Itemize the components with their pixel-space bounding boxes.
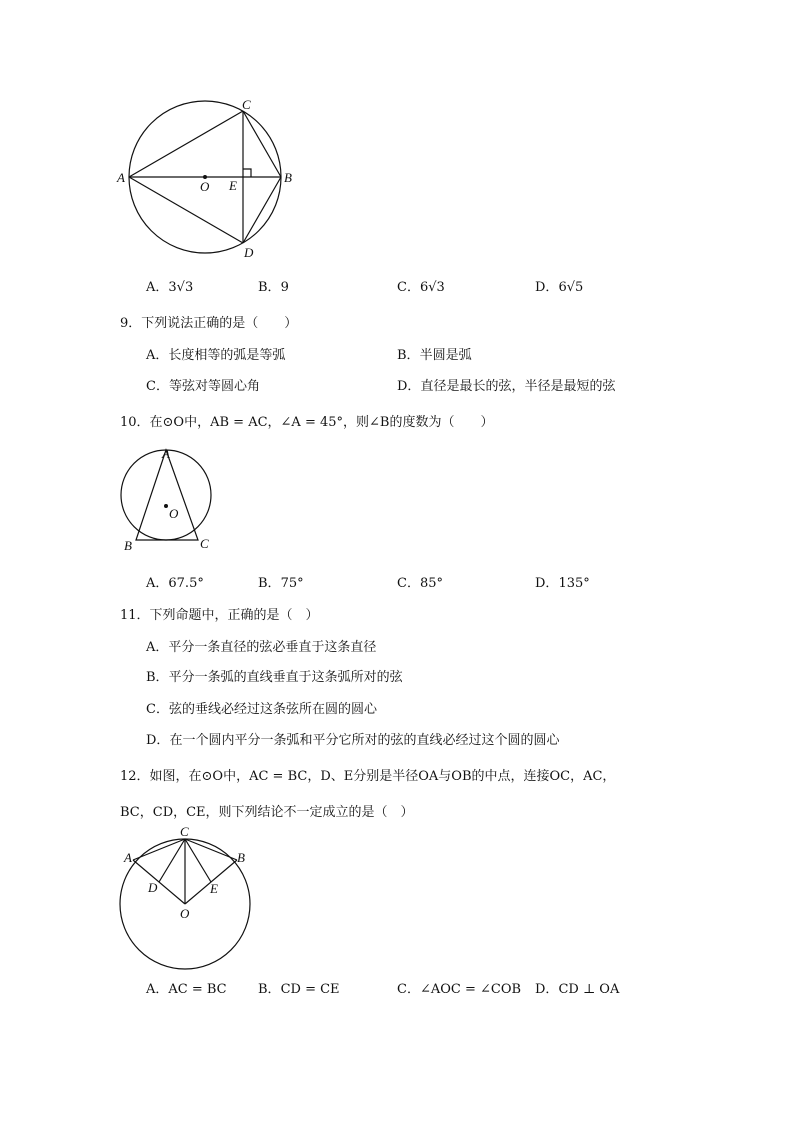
q8-label-a: A — [117, 170, 125, 185]
q10-label-o: O — [169, 506, 179, 521]
q8-label-d: D — [244, 245, 254, 260]
q8-right-angle-mark — [243, 169, 251, 177]
q12-segment-cd — [159, 839, 185, 882]
q12-segment-ce — [185, 839, 211, 882]
q12-option-c: C．∠AOC = ∠COB — [397, 982, 522, 997]
q9-stem: 9．下列说法正确的是（ ） — [120, 316, 298, 331]
q10-label-c: C — [200, 536, 209, 551]
q11-option-a: A．平分一条直径的弦必垂直于这条直径 — [146, 640, 377, 655]
q10-center-dot — [164, 504, 168, 508]
q10-label-b: B — [124, 538, 132, 553]
q11-option-c: C．弦的垂线必经过这条弦所在圆的圆心 — [146, 702, 377, 717]
q12-figure — [110, 824, 260, 974]
q11-stem: 11．下列命题中，正确的是（ ） — [120, 608, 319, 623]
q8-figure — [112, 95, 312, 265]
q9-option-a: A．长度相等的弧是等弧 — [146, 348, 286, 363]
q10-option-d: D．135° — [535, 576, 590, 591]
q12-label-e: E — [210, 881, 218, 896]
q8-label-e: E — [229, 178, 237, 193]
q10-stem: 10．在⊙O中，AB = AC，∠A = 45°，则∠B的度数为（ ） — [120, 415, 494, 430]
q12-label-c: C — [180, 824, 189, 839]
q8-label-b: B — [284, 170, 292, 185]
q11-option-d: D．在一个圆内平分一条弧和平分它所对的弦的直线必经过这个圆的圆心 — [146, 733, 560, 748]
q10-option-a: A．67.5° — [146, 576, 204, 591]
q12-stem-line1: 12．如图，在⊙O中，AC = BC，D、E分别是半径OA与OB的中点，连接OC，AC， — [120, 769, 616, 784]
q8-segment-ad — [129, 177, 243, 243]
q10-triangle-abc — [136, 450, 198, 540]
q12-label-d: D — [148, 880, 158, 895]
q9-option-d: D．直径是最长的弦，半径是最短的弦 — [397, 379, 616, 394]
q10-figure — [115, 444, 220, 556]
q10-circle — [121, 450, 211, 540]
q12-label-o: O — [180, 906, 190, 921]
q12-label-a: A — [124, 850, 132, 865]
q8-label-c: C — [242, 97, 251, 112]
q12-option-a: A．AC = BC — [146, 982, 227, 997]
q11-option-b: B．平分一条弧的直线垂直于这条弧所对的弦 — [146, 670, 403, 685]
q8-option-d: D．6√5 — [535, 280, 584, 295]
q10-option-c: C．85° — [397, 576, 443, 591]
q12-segment-bc — [185, 839, 237, 860]
q8-segment-cb — [243, 111, 281, 177]
q10-option-b: B．75° — [258, 576, 304, 591]
q12-label-b: B — [237, 850, 245, 865]
q12-option-d: D．CD ⊥ OA — [535, 982, 620, 997]
q8-label-o: O — [200, 179, 210, 194]
q9-option-c: C．等弦对等圆心角 — [146, 379, 260, 394]
q8-option-a: A．3√3 — [146, 280, 194, 295]
q10-label-a: A — [162, 446, 170, 461]
q12-segment-ac — [133, 839, 185, 860]
q12-option-b: B．CD = CE — [258, 982, 340, 997]
q9-option-b: B．半圆是弧 — [397, 348, 472, 363]
q8-segment-ac — [129, 111, 243, 177]
q8-option-b: B．9 — [258, 280, 289, 295]
q12-stem-line2: BC，CD，CE，则下列结论不一定成立的是（ ） — [120, 805, 414, 820]
q8-segment-db — [243, 177, 281, 243]
q8-option-c: C．6√3 — [397, 280, 445, 295]
